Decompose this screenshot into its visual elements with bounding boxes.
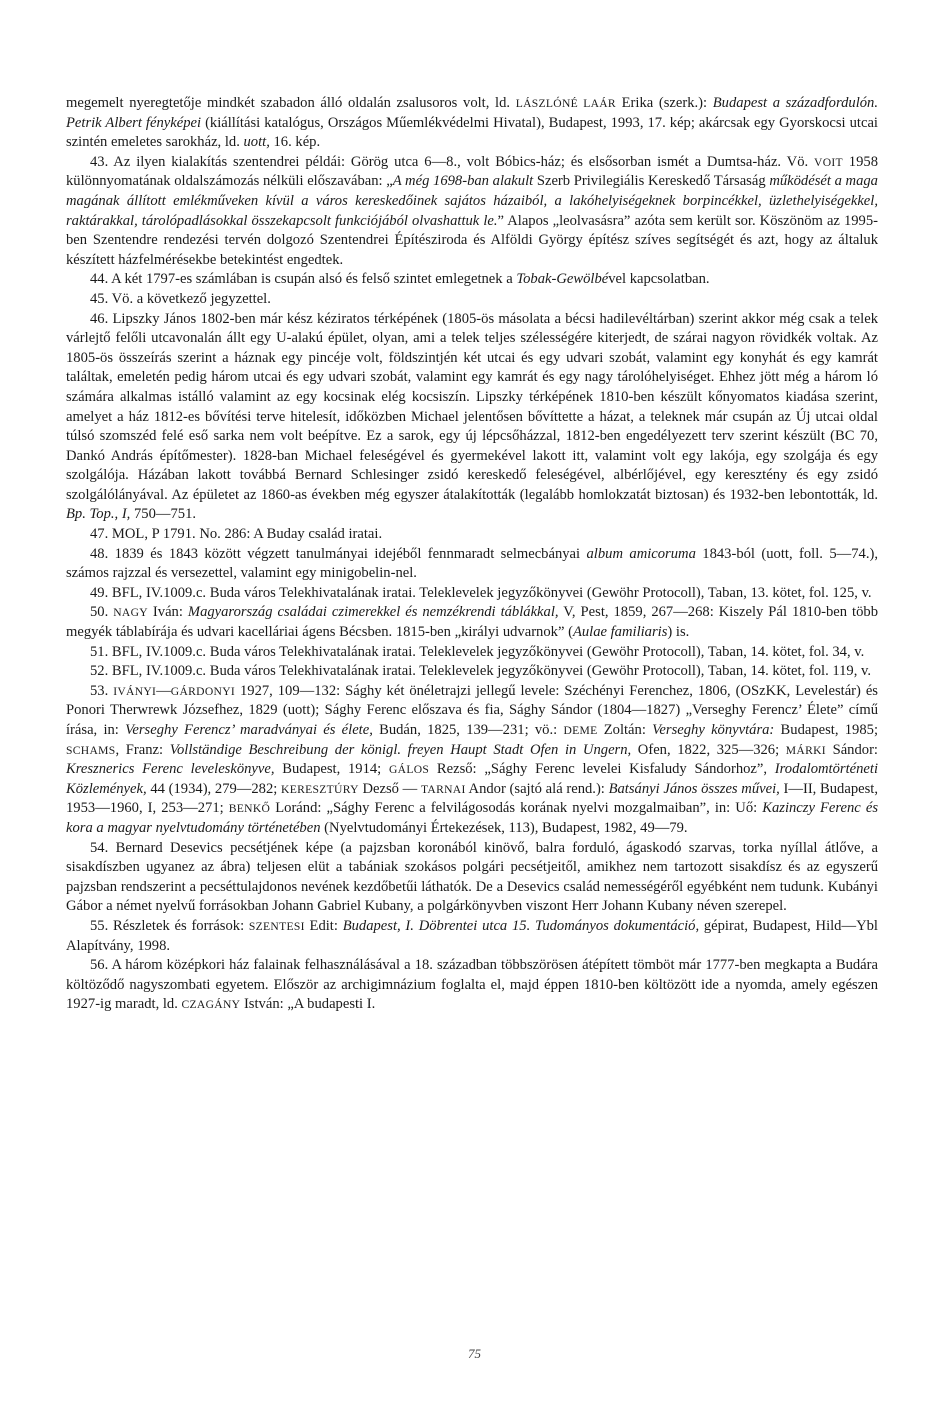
footnote-text: LAÁR <box>583 97 616 110</box>
footnote-text: Budapest a századfordulón. Petrik Albert fényképei <box>66 95 878 131</box>
footnote-text: 51. BFL, IV.1009.c. Buda város Telekhivatalának iratai. Teleklevelek jegyzőkönyvei (Gewöhr Protocoll), Taban, 14. kötet, fol. 34, v. <box>90 643 865 660</box>
footnote-text: 1958 különnyomatának oldalszámozás nélküli előszavában: „ <box>66 153 878 190</box>
footnote-text: Zoltán: <box>597 722 653 738</box>
footnote-n50 <box>66 603 878 642</box>
footnote-text: IVÁNYI <box>113 684 157 698</box>
footnote-text: GÁLOS <box>388 763 430 777</box>
footnote-text: 44 (1934), 279—282; <box>146 780 282 797</box>
footnote-text: 48. 1839 és 1843 között végzett tanulmányai idejéből fennmaradt selmecbányai <box>90 545 587 562</box>
footnote-text: 1927, 109—132: Sághy két önéletrajzi jellegű levele: Széchényi Ferenchez, 1806, (OSzKK, Levelestár) és Ponori Therwrewk Józsefhez, 1829 (uott); Sághy Ferenc előszava és fia, Sághy Sándor (1804—1827) „Verseghy Ferencz’ Élete” című írása, in: <box>66 682 878 738</box>
footnote-n51 <box>66 643 878 663</box>
footnote-text: István: „A budapesti I. <box>240 996 376 1013</box>
footnote-text: Verseghy könyvtára: <box>652 722 775 738</box>
footnote-text: 56. A három középkori ház falainak felhasználásával a 18. században többszörösen átépített tömböt már 1777-ben megkapta a Budára költöződő nagyszombati egyetem. Először az archigimnázium foglalta el, majd éppen 1810-ben költözött ide a nyomda, amely egészen 1927-ig maradt, ld. <box>66 957 878 1013</box>
footnotes-body <box>66 94 878 1015</box>
footnote-n53 <box>66 682 878 839</box>
footnote-text: — <box>156 682 171 699</box>
footnote-text: Kresznerics Ferenc leveleskönyve, <box>66 761 275 778</box>
footnote-n48 <box>66 545 878 584</box>
footnote-text: Vollständige Beschreibung der königl. freyen Haupt Stadt Ofen in Ungern, <box>169 741 632 758</box>
footnote-text: 45. Vö. a következő jegyzettel. <box>90 290 271 307</box>
footnote-text: LÁSZLÓ <box>515 97 562 110</box>
footnote-text: vel kapcsolatban. <box>608 271 710 288</box>
footnote-text: Erika (szerk.): <box>615 95 713 111</box>
footnote-text: 47. MOL, P 1791. No. 286: A Buday család iratai. <box>90 526 383 543</box>
footnote-text: működését a maga magának állított emlékműveken kívül a város kereskedőinek sajátos házaiból, a lakóhelyiségeknek borpincékkel, üzlethelyiségekkel, raktárakkal, tárolópadlásokkal összekapcsolt funkciójából olvashattuk le. <box>66 173 878 229</box>
footnote-text: Irodalomtörténeti Közlemények, <box>66 761 879 797</box>
footnote-text: 52. BFL, IV.1009.c. Buda város Telekhivatalának iratai. Teleklevelek jegyzőkönyvei (Gewöhr Protocoll), Taban, 14. kötet, fol. 119, v. <box>90 663 872 680</box>
footnote-text: Sándor: <box>825 741 878 758</box>
footnote-text: VOIT <box>814 155 843 169</box>
footnote-text: album amicoruma <box>586 545 696 562</box>
footnote-text: GÁRDONYI <box>170 684 236 698</box>
footnote-n49 <box>66 584 878 604</box>
footnote-text: Budapest, I. Döbrentei utca 15. Tudományos dokumentáció, <box>342 917 700 934</box>
footnote-text: Batsányi János összes művei, <box>608 780 780 797</box>
footnote-text: NÉ <box>561 97 584 110</box>
footnote-text: 50. <box>90 604 114 621</box>
footnote-text: DEME <box>563 724 598 737</box>
footnote-n46 <box>66 310 878 526</box>
footnote-text: Verseghy Ferencz’ maradványai és élete, <box>125 722 373 738</box>
footnote-n43 <box>66 153 878 271</box>
footnote-text: Iván: <box>147 604 188 621</box>
footnote-n44 <box>66 270 878 290</box>
footnote-text: Budán, 1825, 139—231; vö.: <box>372 722 564 738</box>
footnote-text: Tobak-Gewölbé <box>516 271 609 288</box>
footnote-text: , Franz: <box>115 741 170 758</box>
footnote-text: 54. Bernard Desevics pecsétjének képe (a pajzsban koronából kinövő, balra forduló, ágaskodó szarvas, torka nyíllal átlőve, a sisakdíszben ugyanez az ábra) teljesen elüt a tabániak szokásos polgári pecsétjeitől, amikhez nem tartozott sisakdísz és az egyszerű pajzsban rendszerint a pecséttulajdonos nevének kezdőbetűi láthatók. De a Desevics család nemességéről egyébként nem tudunk. Kubányi Gábor a német nyelvű forrásokban Johann Gabriel Kubany, a polgárkönyvben viszont Herr Johann Kubany néven szerepel. <box>66 839 878 915</box>
footnote-text: Budapest, 1914; <box>274 761 389 778</box>
footnote-text: 43. Az ilyen kialakítás szentendrei példái: Görög utca 6—8., volt Bóbics-ház; és elsősorban ismét a Dumtsa-ház. Vö. <box>90 153 815 170</box>
footnote-text: uott, <box>243 134 270 151</box>
footnote-text: 53. <box>90 682 114 699</box>
footnote-n42c <box>66 94 878 153</box>
footnote-text: ” Alapos „leolvasásra” azóta sem került sor. Köszönöm az 1995-ben Szentendre rendezési tervén dolgozó Szentendrei Építésziroda és Alföldi György építész szíves segítségét és azt, hogy az általuk készített házfelmérésekbe betekintést engedtek. <box>66 212 878 268</box>
footnote-text: Kazinczy Ferenc és kora a magyar nyelvtudomány történetében <box>66 800 878 836</box>
footnote-text: SZENTESI <box>248 919 305 933</box>
footnote-text: A még 1698-ban alakult <box>392 173 534 190</box>
footnote-text: Edit: <box>304 917 343 934</box>
footnote-text: gépirat, Budapest, Hild—Ybl Alapítvány, 1998. <box>66 917 878 954</box>
footnote-text: 44. A két 1797-es számlában is csupán alsó és felső szintet emlegetnek a <box>90 271 517 288</box>
footnote-text: 49. BFL, IV.1009.c. Buda város Telekhivatalának iratai. Teleklevelek jegyzőkönyvei (Gewöhr Protocoll), Taban, 13. kötet, fol. 125, v. <box>90 584 872 601</box>
footnote-text: TARNAI <box>420 782 466 796</box>
footnote-n56 <box>66 956 878 1015</box>
footnote-text: Aulae familiaris <box>572 624 668 641</box>
footnote-text: Szerb Privilegiális Kereskedő Társaság <box>533 173 770 190</box>
footnote-text: Bp. Top., I, <box>66 506 131 523</box>
footnote-n45 <box>66 290 878 310</box>
footnote-text: Magyarország családai czimerekkel és nemzékrendi táblákkal, <box>187 604 559 621</box>
footnote-text: MÁRKI <box>785 743 826 757</box>
footnote-text: Ofen, 1822, 325—326; <box>631 741 786 758</box>
footnote-text: 55. Részletek és források: <box>90 917 249 934</box>
footnote-text: V, Pest, 1859, 267—268: Kiszely Pál 1810-ben több megyék táblabírája és udvari kacelláriai ágens Bécsben. 1815-ben „királyi udvarnok” ( <box>66 604 878 641</box>
footnote-text: I—II, Budapest, 1953—1960, I, 253—271; <box>66 780 878 817</box>
footnote-text: CZAGÁNY <box>181 998 241 1012</box>
footnote-text: KERESZTÚRY <box>281 782 359 796</box>
footnote-text: Rezső: „Sághy Ferenc levelei Kisfaludy Sándorhoz”, <box>429 761 775 778</box>
footnote-text: 46. Lipszky János 1802-ben már kész kéziratos térképének (1805-ös másolata a bécsi hadilevéltárban) szerint akkor még csak a telek várlejtő felőli utcavonalán állt egy U-alakú épület, olyan, ami a telek teljes szélességére kiterjedt, de szárai nagyon rövidkék voltak. Az 1805-ös összeírás szerint a háznak egy pincéje volt, földszintjén két utcai és egy udvari szobát, valamint egy konyhát és egy kamrát találtak, emeletén pedig három utcai és egy udvari szobát, valamint egy kamrát és egy nagy tárolóhelyiséget. Ehhez jött még a három ló számára alkalmas istálló valamint az egy kocsinak elég kocsiszín. Lipszky térképének 1810-ben készült kőnyomatos kiadása szerint, amelyet a ház 1812-es bővítési terve hitelesít, időközben Michael jelentősen bővíttette a házat, a teleknek már csupán az Új utcai oldal túlsó szomszéd felé eső sarka nem volt beépítve. Ez a sarok, egy új lépcsőházzal, 1812-ben engedélyezett terv szerint készült (BC 70, Dankó András építőmester). 1828-ban Michael feleségével és gyermekével lakott itt, valamint volt egy lakója, egy szolgája és egy szolgálója. Házában lakott továbbá Bernard Schlesinger zsidó kereskedő feleségével, albérlőjével, egy keresztény és egy zsidó szolgálólányával. Az épületet az 1860-as években még egyszer átalakították (legalább homlokzatát biztosan) és 1932-ben lebontották, ld. <box>66 310 878 503</box>
footnote-n55 <box>66 917 878 956</box>
footnote-text: 16. kép. <box>269 134 321 151</box>
footnote-text: Loránd: „Sághy Ferenc a felvilágosodás korának nyelvi mozgalmaiban”, in: Uő: <box>270 800 763 817</box>
footnote-text: BENKŐ <box>228 802 271 816</box>
footnote-text: NAGY <box>113 606 148 620</box>
page-number: 75 <box>468 1346 481 1361</box>
footnote-text: 750—751. <box>130 506 197 523</box>
footnote-n54 <box>66 839 878 917</box>
footnote-text: Andor (sajtó alá rend.): <box>465 780 609 797</box>
footnote-text: (Nyelvtudományi Értekezések, 113), Budapest, 1982, 49—79. <box>320 819 688 836</box>
footnote-text: SCHAMS <box>66 743 116 757</box>
footnote-text: (kiállítási katalógus, Országos Műemlékvédelmi Hivatal), Budapest, 1993, 17. kép; akárcsak egy Gyorskocsi utcai szintén emeletes sarokház, ld. <box>66 114 878 151</box>
footnote-text: megemelt nyeregtetője mindkét szabadon álló oldalán zsalusoros volt, ld. <box>66 95 516 111</box>
footnote-text: Dezső — <box>358 780 421 797</box>
footnote-text: Budapest, 1985; <box>774 722 879 738</box>
footnote-n47 <box>66 525 878 545</box>
footnote-n52 <box>66 662 878 682</box>
footnote-text: 1843-ból (uott, foll. 5—74.), számos rajzzal és versezettel, valamint egy minigobelin-nel. <box>66 545 878 582</box>
footnote-text: ) is. <box>667 624 690 641</box>
